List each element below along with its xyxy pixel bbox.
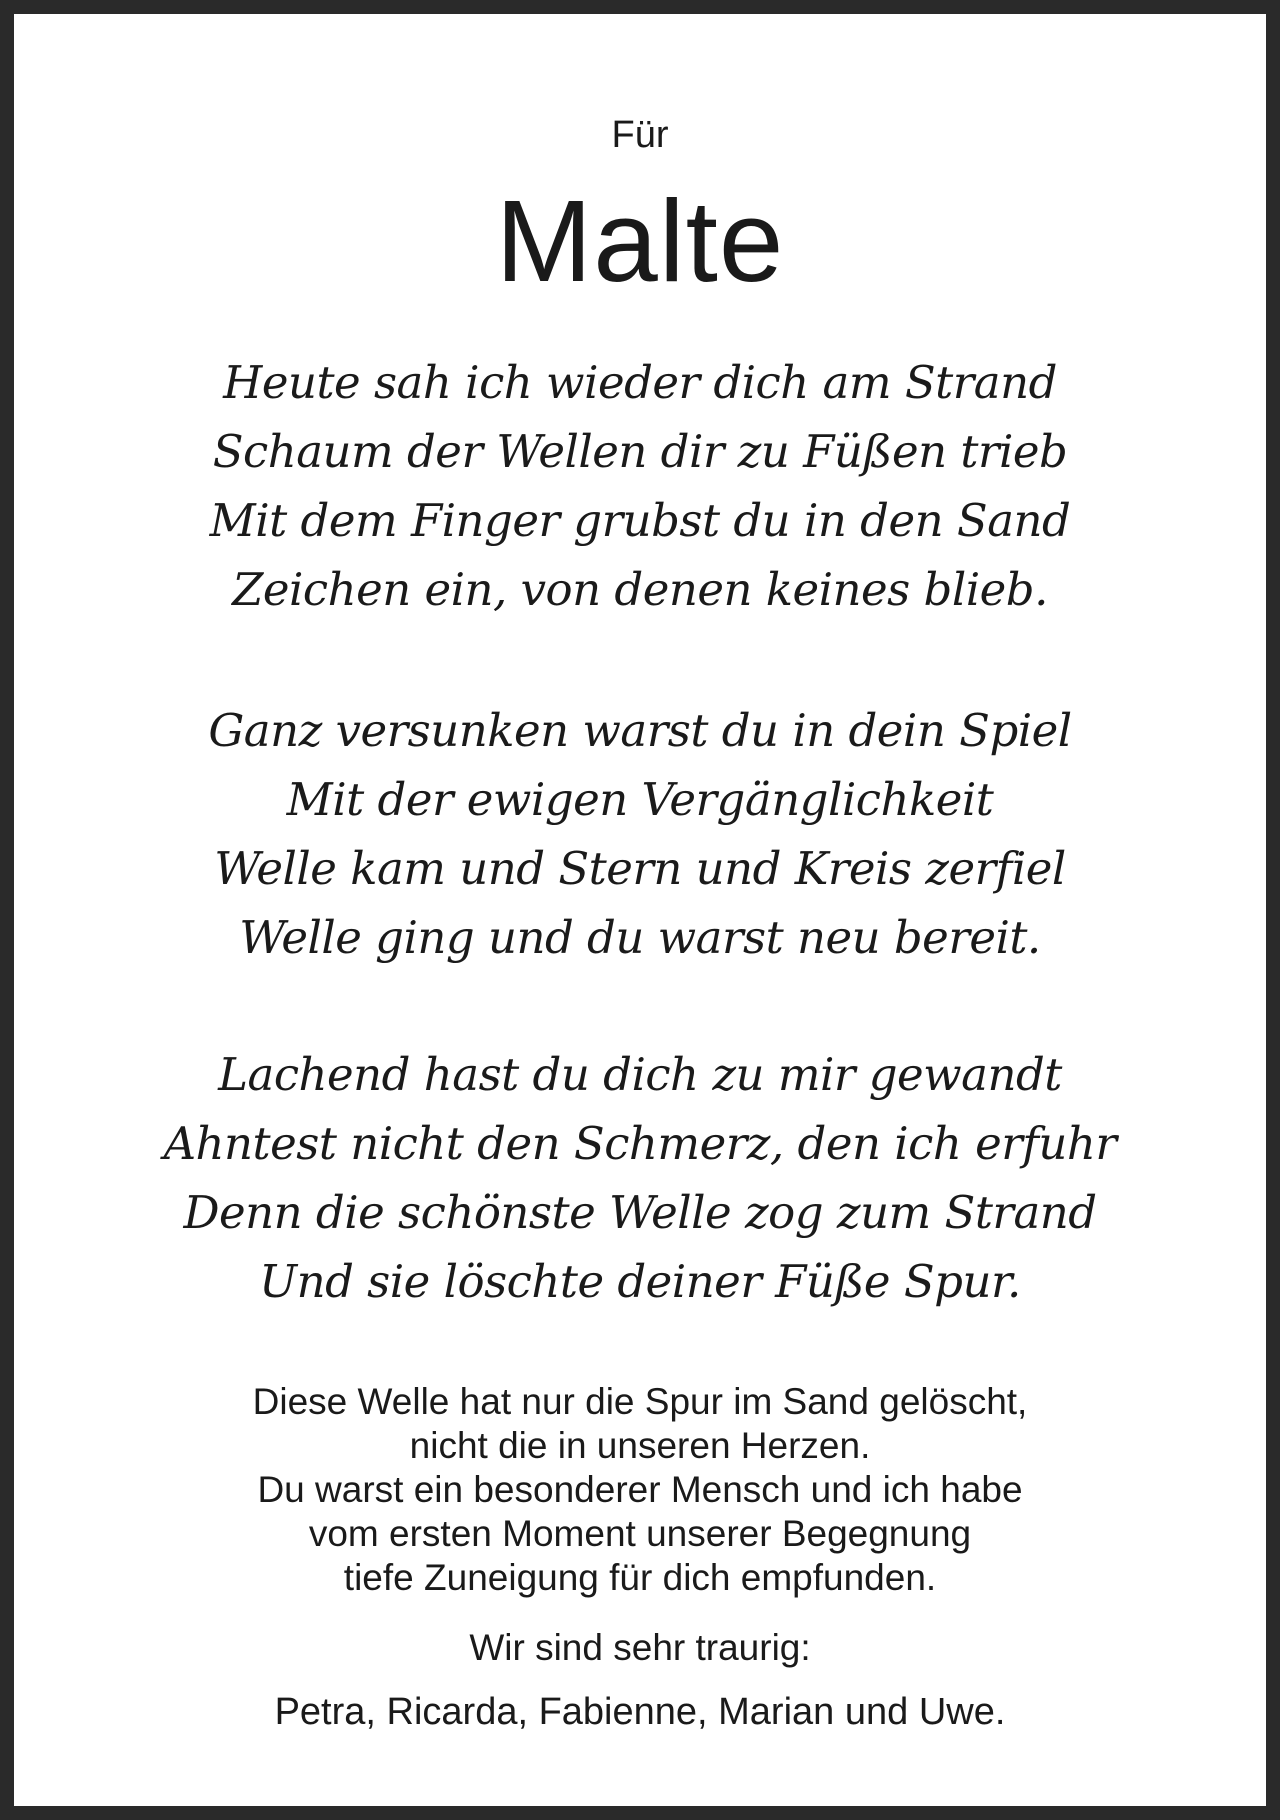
signatories: Petra, Ricarda, Fabienne, Marian und Uwe.: [274, 1691, 1006, 1733]
poem-line: Schaum der Wellen dir zu Füßen trieb: [212, 425, 1068, 478]
poem-line: Und sie löschte deiner Füße Spur.: [259, 1255, 1021, 1308]
poem-line: Mit dem Finger grubst du in den Sand: [209, 494, 1071, 547]
closing-statement: Wir sind sehr traurig:: [469, 1627, 811, 1668]
poem-stanza-2: [28, 696, 1252, 972]
poem-line: Ganz versunken warst du in dein Spiel: [208, 704, 1072, 757]
message-line: vom ersten Moment unserer Begegnung: [308, 1513, 972, 1554]
poem-line: Zeichen ein, von denen keines blieb.: [232, 563, 1048, 616]
poem-line: Mit der ewigen Vergänglichkeit: [286, 773, 994, 826]
deceased-name: Malte: [495, 176, 785, 306]
poem-line: Welle ging und du warst neu bereit.: [239, 911, 1041, 964]
poem-stanza-1: [28, 348, 1252, 624]
poem-line: Denn die schönste Welle zog zum Strand: [183, 1186, 1097, 1239]
poem-line: Lachend hast du dich zu mir gewandt: [218, 1048, 1062, 1101]
poem-stanza-3: [28, 1040, 1252, 1316]
message-line: nicht die in unseren Herzen.: [409, 1425, 871, 1466]
poem-line: Ahntest nicht den Schmerz, den ich erfuhr: [163, 1117, 1117, 1170]
poem-line: Welle kam und Stern und Kreis zerfiel: [214, 842, 1066, 895]
dedication-prefix: Für: [611, 114, 669, 156]
personal-message: [28, 1380, 1252, 1600]
message-line: Diese Welle hat nur die Spur im Sand gelöscht,: [252, 1381, 1028, 1422]
message-line: tiefe Zuneigung für dich empfunden.: [343, 1557, 937, 1598]
poem-line: Heute sah ich wieder dich am Strand: [223, 356, 1057, 409]
message-line: Du warst ein besonderer Mensch und ich habe: [257, 1469, 1023, 1510]
